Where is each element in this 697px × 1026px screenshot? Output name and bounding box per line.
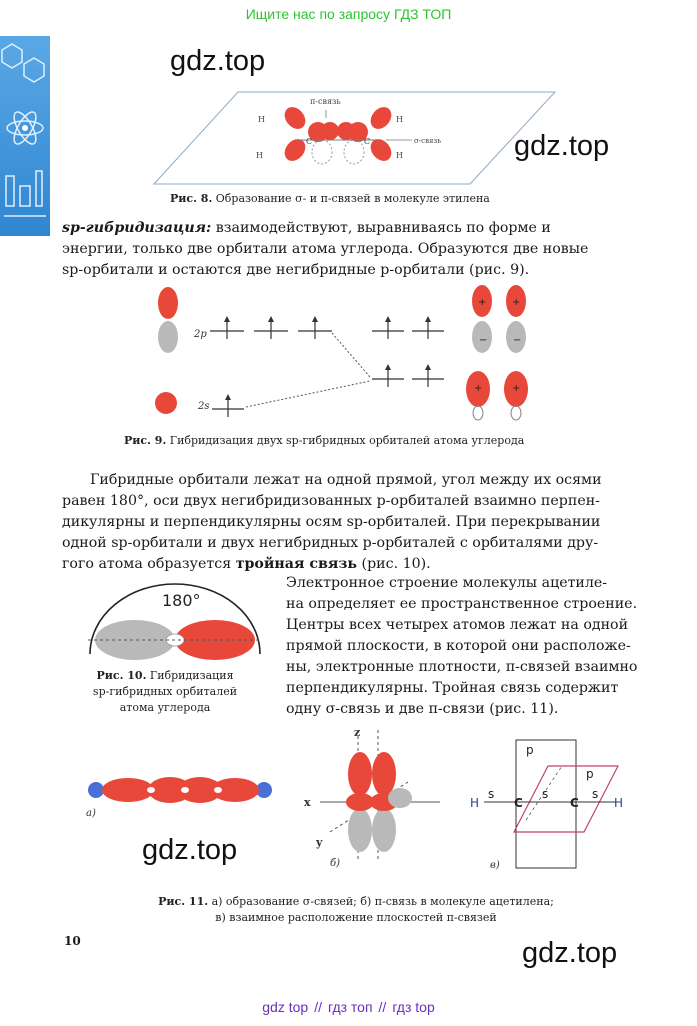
- watermark: gdz.top: [170, 45, 266, 77]
- s-orbital-label: s: [592, 787, 599, 801]
- axis-y-label: y: [316, 836, 323, 849]
- p-orbital-label: p: [586, 767, 594, 781]
- ethylene-orbitals-figure: [150, 88, 560, 188]
- svg-text:−: −: [479, 335, 488, 346]
- s-orbital-label: s: [542, 787, 549, 801]
- footer-links: [0, 999, 697, 1015]
- figure-9-caption: Рис. 9. Гибридизация двух sp-гибридных орбиталей атома углерода: [124, 434, 525, 447]
- svg-text:+: +: [512, 383, 521, 394]
- sp-hybridization-diagram: [140, 285, 560, 425]
- axis-x-label: x: [304, 796, 311, 809]
- 2s-level-label: 2s: [198, 401, 210, 412]
- figure-8-caption: Рис. 8. Образование σ- и π-связей в молекуле этилена: [170, 192, 490, 205]
- side-decoration: [0, 36, 50, 236]
- sigma-bond-label: σ-связь: [414, 137, 442, 145]
- s-orbital-label: s: [488, 787, 495, 801]
- h-atom-label: H: [396, 115, 403, 124]
- subfigure-a-label: а): [86, 808, 96, 819]
- h-atom-label: H: [470, 796, 480, 810]
- watermark: gdz.top: [142, 834, 238, 866]
- h-atom-label: H: [258, 115, 265, 124]
- acetylene-structure-paragraph: Электронное строение молекулы ацетиле- на определяет ее пространственное строение. Центры всех четырех атомов лежат на одной прямой плоскости, в которой они расположе- ны, электронные плотности, π-связей взаимно перпендикулярны. Тройная связь содержит одну σ-связь и две π-связи (рис. 11).: [286, 575, 638, 717]
- subfigure-b-label: б): [330, 858, 341, 869]
- c-atom-label: C: [306, 137, 313, 146]
- watermark: gdz.top: [514, 130, 610, 162]
- footer-separator: //: [314, 999, 322, 1015]
- watermark: gdz.top: [522, 937, 618, 969]
- top-banner: Ищите нас по запросу ГДЗ ТОП: [245, 6, 452, 22]
- h-atom-label: H: [614, 796, 624, 810]
- figure-11-caption: Рис. 11. а) образование σ-связей; б) π-связь в молекуле ацетилена; в) взаимное расположение плоскостей π-связей: [158, 895, 554, 924]
- sigma-bonds-figure: [80, 770, 280, 830]
- c-atom-label: C: [364, 137, 371, 146]
- pi-bond-figure: [300, 722, 450, 872]
- axis-z-label: z: [354, 726, 361, 739]
- footer-link[interactable]: gdz top: [262, 999, 309, 1015]
- c-atom-label: C: [514, 796, 523, 810]
- footer-separator: //: [378, 999, 387, 1015]
- angle-label: 180°: [162, 591, 201, 610]
- svg-text:+: +: [478, 297, 487, 308]
- sp-orbitals-figure: [80, 578, 270, 668]
- sp-hybridization-paragraph: sp-гибридизация: взаимодействуют, выравниваясь по форме и энергии, только две орбитали атома углерода. Образуются две новые sp-орбитали и остаются две негибридные p-орбитали (рис. 9).: [62, 220, 589, 278]
- triple-bond-term: тройная связь: [235, 556, 358, 572]
- footer-link[interactable]: гдз топ: [327, 999, 373, 1015]
- pi-bond-label: π-связь: [310, 97, 341, 106]
- footer-link[interactable]: гдз top: [392, 999, 435, 1015]
- h-atom-label: H: [396, 151, 403, 160]
- pi-planes-figure: [466, 736, 646, 872]
- c-atom-label: C: [570, 796, 579, 810]
- figure-10-caption: Рис. 10. Гибридизация sp-гибридных орбиталей атома углерода: [92, 669, 238, 714]
- h-atom-label: H: [256, 151, 263, 160]
- 2p-level-label: 2p: [194, 329, 207, 340]
- page-number: 10: [64, 934, 81, 948]
- svg-text:+: +: [512, 297, 521, 308]
- p-orbital-label: p: [526, 743, 534, 757]
- svg-text:−: −: [513, 335, 522, 346]
- chemistry-emblem-icon: [0, 36, 50, 236]
- term: sp-гибридизация:: [62, 220, 212, 236]
- hybrid-orbitals-paragraph: Гибридные орбитали лежат на одной прямой, угол между их осями равен 180°, оси двух негибридизованных p-орбиталей взаимно перпен- дикулярны и перпендикулярны осям sp-орбиталей. При перекрывании одной sp-орбитали и двух негибридных p-орбиталей с орбиталями дру- гого атома образуется тройная связь (рис. 10).: [62, 472, 602, 572]
- subfigure-v-label: в): [490, 860, 500, 871]
- svg-text:+: +: [474, 383, 483, 394]
